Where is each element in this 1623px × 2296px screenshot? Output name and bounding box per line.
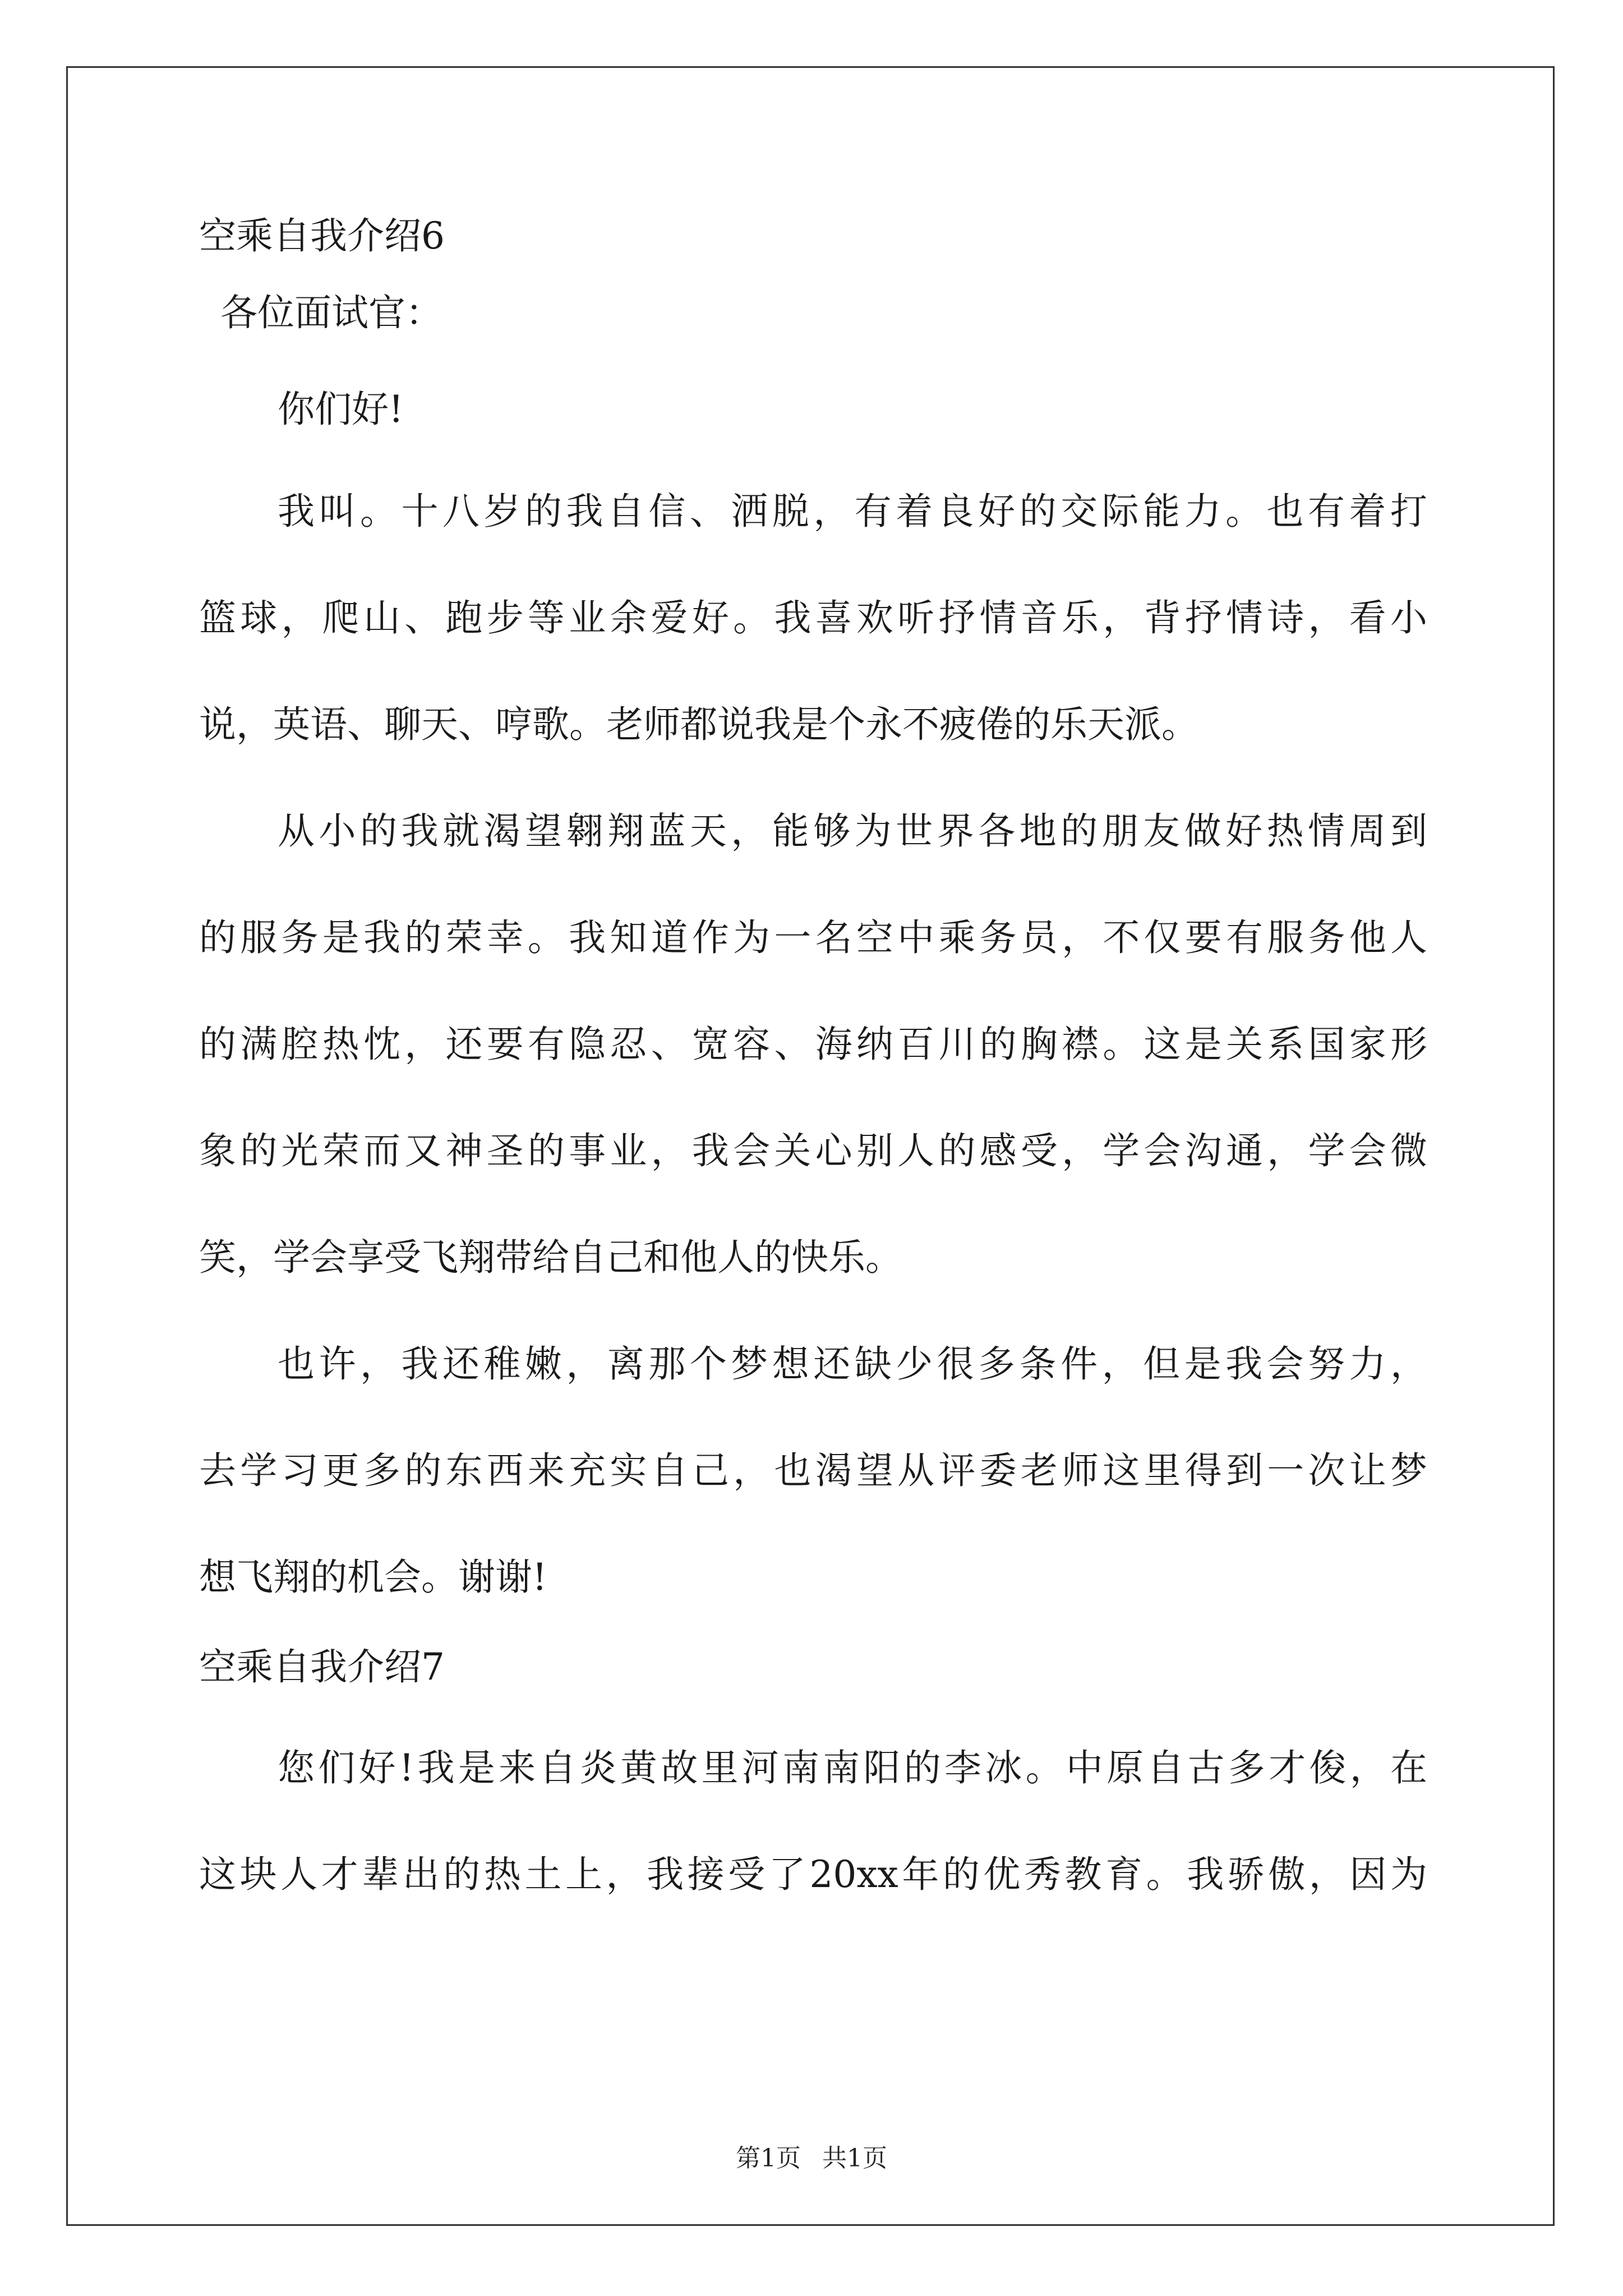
paragraph-line: 从小的我就渴望翱翔蓝天，能够为世界各地的朋友做好热情周到	[278, 809, 1427, 853]
paragraph-line: 我叫。十八岁的我自信、洒脱，有着良好的交际能力。也有着打	[278, 490, 1427, 533]
paragraph-line: 的满腔热忱，还要有隐忍、宽容、海纳百川的胸襟。这是关系国家形	[199, 1023, 1427, 1066]
paragraph-line: 想飞翔的机会。谢谢!	[199, 1556, 547, 1599]
section-heading-7: 空乘自我介绍7	[199, 1645, 445, 1688]
paragraph-line: 笑，学会享受飞翔带给自己和他人的快乐。	[199, 1236, 902, 1279]
page-number: 第1页	[736, 2144, 801, 2173]
paragraph-3	[199, 1338, 1427, 1603]
paragraph-line: 这块人才辈出的热土上，我接受了20xx年的优秀教育。我骄傲，因为	[199, 1853, 1427, 1896]
page-total: 共1页	[822, 2144, 887, 2173]
paragraph-line: 您们好!我是来自炎黄故里河南南阳的李冰。中原自古多才俊，在	[278, 1746, 1427, 1789]
paragraph-line: 也许，我还稚嫩，离那个梦想还缺少很多条件，但是我会努力，	[278, 1342, 1427, 1386]
paragraph-line: 去学习更多的东西来充实自己，也渴望从评委老师这里得到一次让梦	[199, 1449, 1427, 1492]
greeting: 你们好!	[278, 388, 404, 431]
paragraph-4	[199, 1742, 1427, 1901]
paragraph-line: 篮球，爬山、跑步等业余爱好。我喜欢听抒情音乐，背抒情诗，看小	[199, 596, 1427, 639]
document-body	[199, 210, 1427, 1901]
paragraph-2	[199, 806, 1427, 1283]
page-footer	[0, 2142, 1623, 2175]
paragraph-1	[199, 486, 1427, 751]
paragraph-line: 象的光荣而又神圣的事业，我会关心别人的感受，学会沟通，学会微	[199, 1129, 1427, 1172]
paragraph-line: 说，英语、聊天、哼歌。老师都说我是个永不疲倦的乐天派。	[199, 703, 1198, 746]
paragraph-line: 的服务是我的荣幸。我知道作为一名空中乘务员，不仅要有服务他人	[199, 916, 1427, 959]
section-heading-6: 空乘自我介绍6	[199, 214, 445, 257]
salutation: 各位面试官：	[220, 291, 442, 334]
